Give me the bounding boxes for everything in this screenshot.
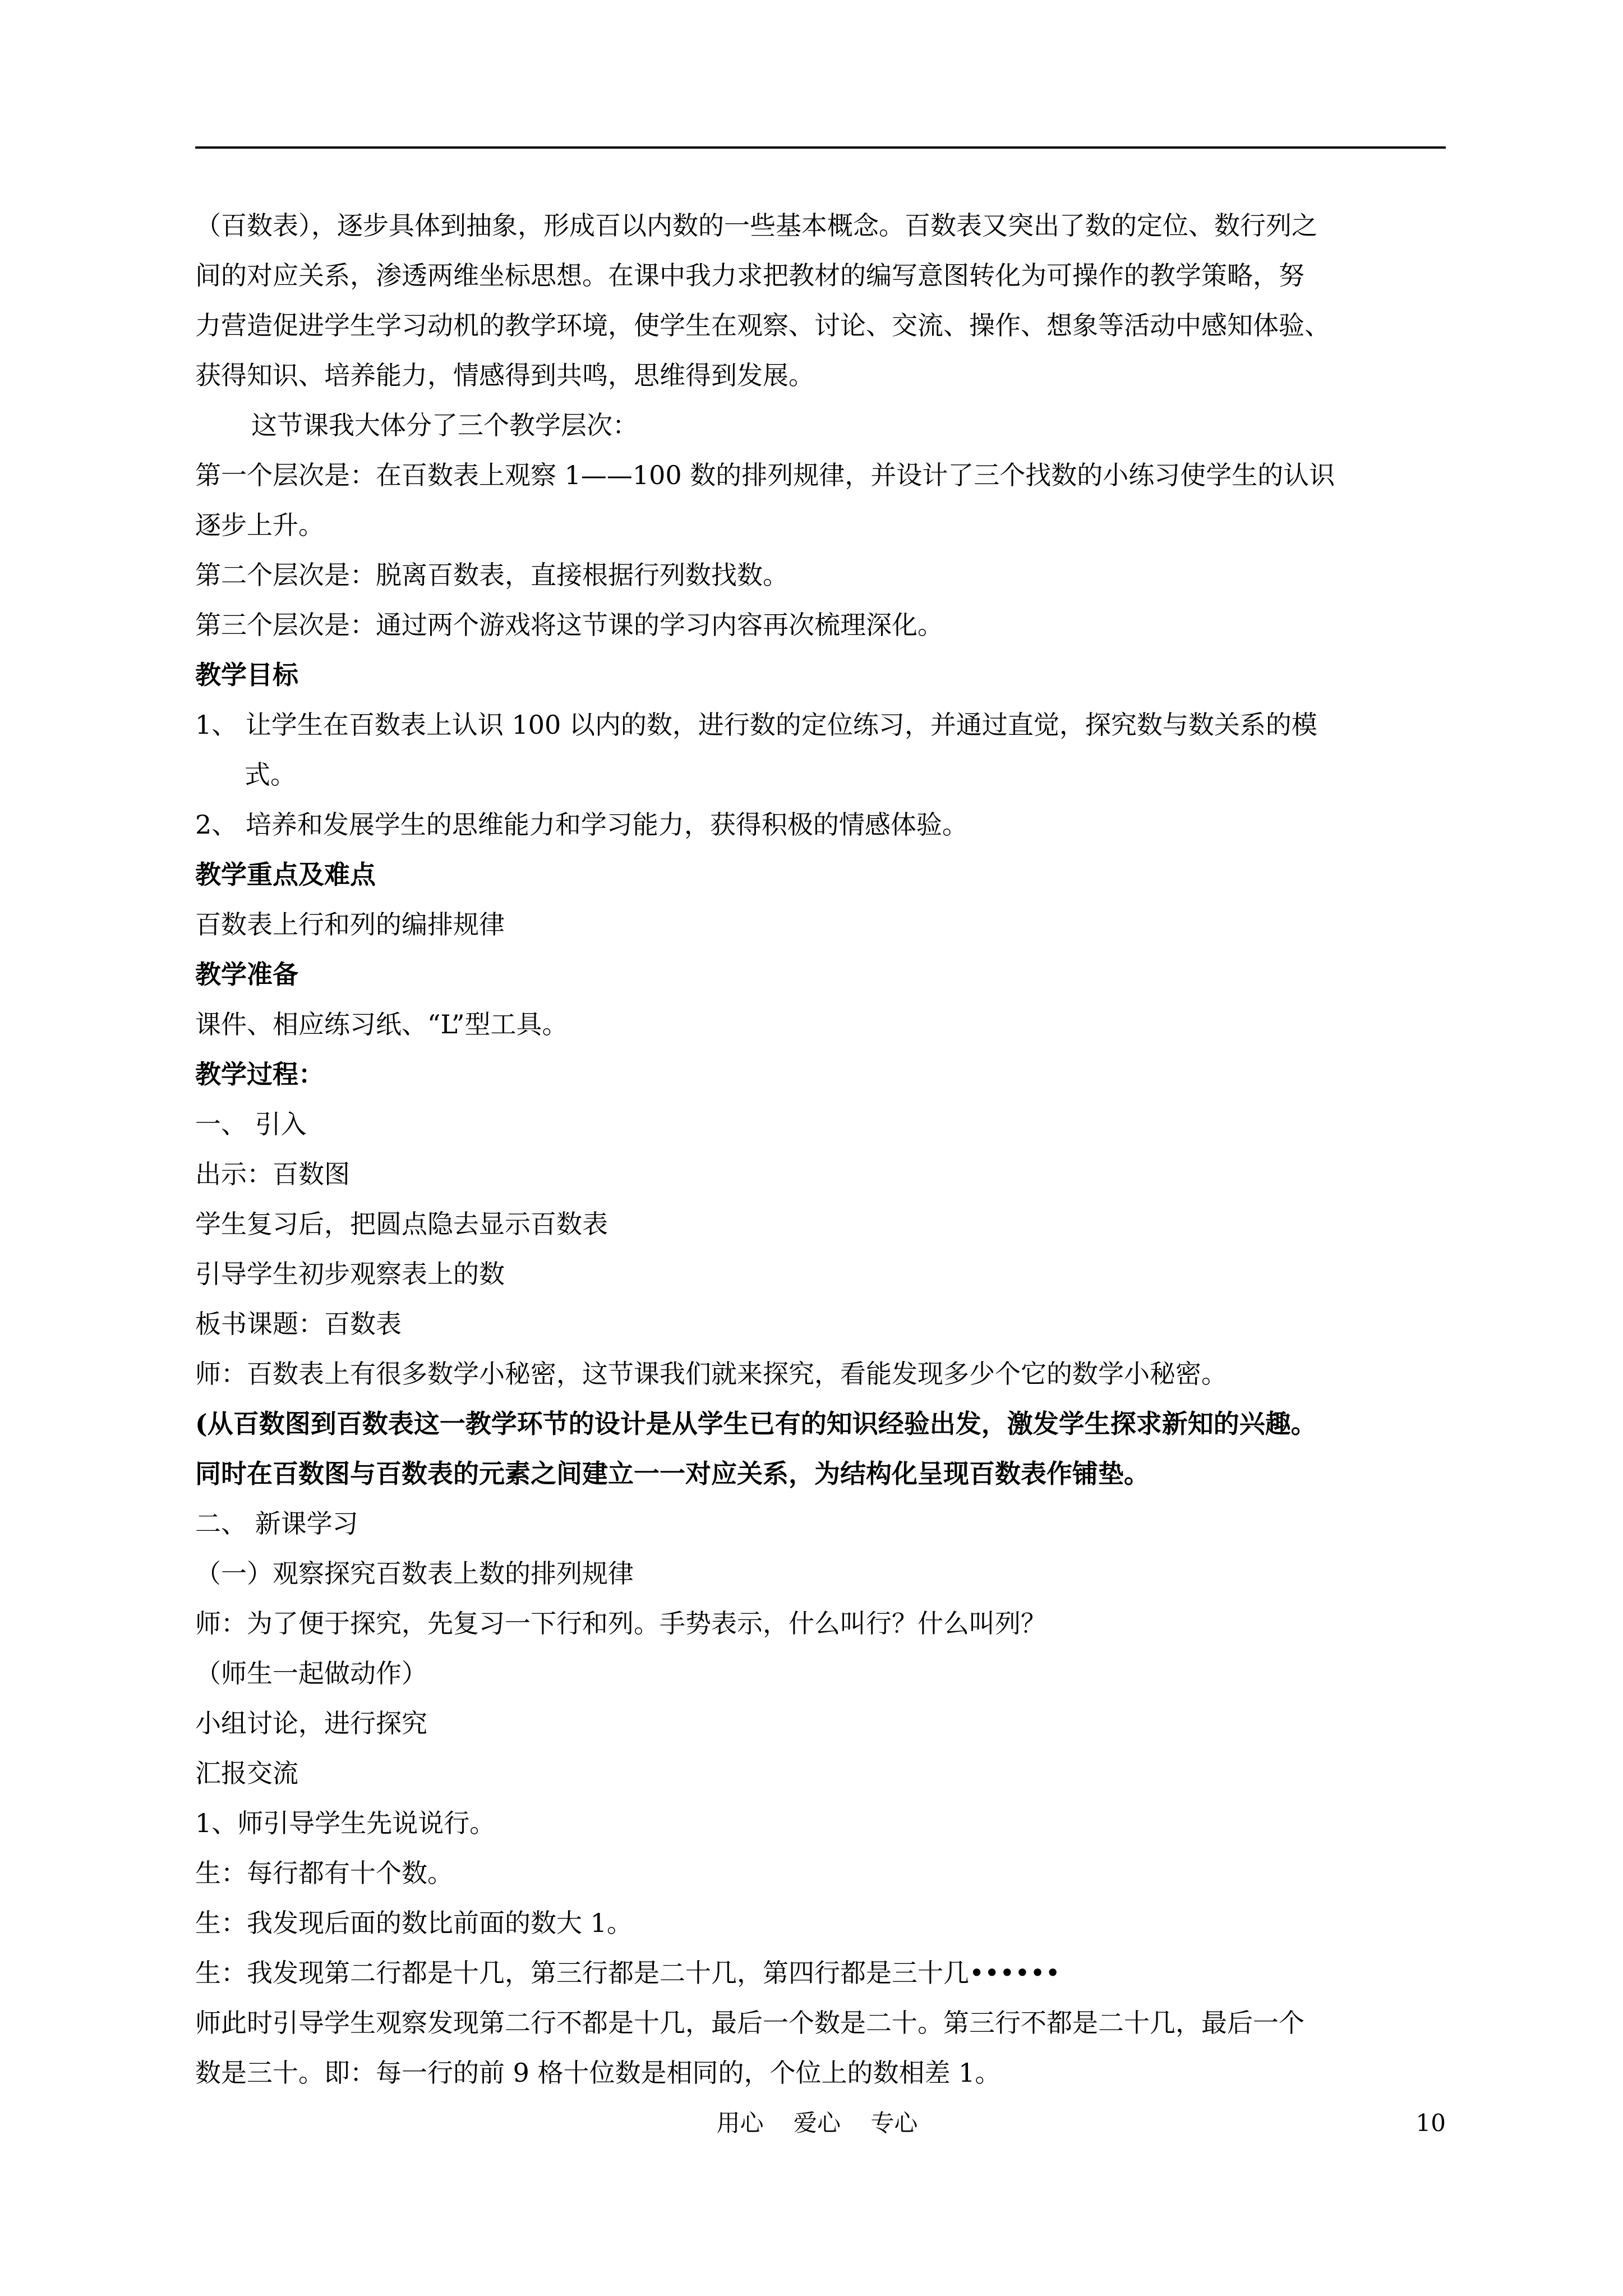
paragraph-line: （师生一起做动作） xyxy=(195,1658,427,1688)
header-rule xyxy=(195,146,1446,149)
paragraph-line: 板书课题：百数表 xyxy=(195,1309,402,1339)
section-heading-preparation: 教学准备 xyxy=(195,959,298,990)
paragraph-line: （一）观察探究百数表上数的排列规律 xyxy=(195,1558,634,1589)
paragraph-line: 第三个层次是：通过两个游戏将这节课的学习内容再次梳理深化。 xyxy=(195,610,943,640)
commentary-line: (从百数图到百数表这一教学环节的设计是从学生已有的知识经验出发，激发学生探求新知的兴趣。 xyxy=(195,1409,1317,1439)
paragraph-line: 数是三十。即：每一行的前 9 格十位数是相同的，个位上的数相差 1。 xyxy=(195,2058,1001,2088)
paragraph-line: 小组讨论，进行探究 xyxy=(195,1708,427,1738)
footer-motto: 用心 爱心 专心 xyxy=(716,2109,918,2137)
paragraph-line: 1、师引导学生先说说行。 xyxy=(195,1808,496,1838)
paragraph-line: （百数表），逐步具体到抽象，形成百以内数的一些基本概念。百数表又突出了数的定位、数行列之 xyxy=(195,210,1317,241)
paragraph-line: 百数表上行和列的编排规律 xyxy=(195,909,505,940)
document-body xyxy=(195,201,1446,2098)
paragraph-line: 第一个层次是：在百数表上观察 1——100 数的排列规律，并设计了三个找数的小练习使学生的认识 xyxy=(195,460,1335,490)
list-item: 2、 培养和发展学生的思维能力和学习能力，获得积极的情感体验。 xyxy=(195,809,968,840)
commentary-line: 同时在百数图与百数表的元素之间建立一一对应关系，为结构化呈现百数表作铺垫。 xyxy=(195,1458,1150,1489)
paragraph-line: 生：每行都有十个数。 xyxy=(195,1858,453,1888)
section-heading-key-points: 教学重点及难点 xyxy=(195,859,376,890)
paragraph-line: 汇报交流 xyxy=(195,1758,298,1788)
paragraph-line: 生：我发现第二行都是十几，第三行都是二十几，第四行都是三十几•••••• xyxy=(195,1958,1061,1988)
paragraph-line: 第二个层次是：脱离百数表，直接根据行列数找数。 xyxy=(195,560,789,590)
paragraph-line: 这节课我大体分了三个教学层次： xyxy=(251,410,638,440)
paragraph-line: 课件、相应练习纸、“L”型工具。 xyxy=(195,1009,568,1039)
paragraph-line: 间的对应关系，渗透两维坐标思想。在课中我力求把教材的编写意图转化为可操作的教学策略，努 xyxy=(195,260,1304,291)
paragraph-line: 师：为了便于探究，先复习一下行和列。手势表示，什么叫行？什么叫列？ xyxy=(195,1608,1046,1639)
page-number: 10 xyxy=(1415,2109,1446,2137)
paragraph-line: 引导学生初步观察表上的数 xyxy=(195,1259,505,1289)
section-heading-objectives: 教学目标 xyxy=(195,660,298,690)
paragraph-line: 出示：百数图 xyxy=(195,1159,350,1189)
paragraph-line: 二、 新课学习 xyxy=(195,1508,358,1539)
paragraph-line: 学生复习后，把圆点隐去显示百数表 xyxy=(195,1209,608,1239)
list-item: 1、 让学生在百数表上认识 100 以内的数，进行数的定位练习，并通过直觉，探究数与数关系的模 xyxy=(195,710,1317,740)
paragraph-line: 生：我发现后面的数比前面的数大 1。 xyxy=(195,1908,633,1938)
paragraph-line: 师：百数表上有很多数学小秘密，这节课我们就来探究，看能发现多少个它的数学小秘密。 xyxy=(195,1359,1227,1389)
paragraph-line: 逐步上升。 xyxy=(195,510,324,540)
paragraph-line: 师此时引导学生观察发现第二行不都是十几，最后一个数是二十。第三行不都是二十几，最后一个 xyxy=(195,2008,1304,2038)
paragraph-line: 力营造促进学生学习动机的教学环境，使学生在观察、讨论、交流、操作、想象等活动中感知体验、 xyxy=(195,310,1330,341)
paragraph-line: 获得知识、培养能力，情感得到共鸣，思维得到发展。 xyxy=(195,360,814,390)
paragraph-line: 一、 引入 xyxy=(195,1109,307,1139)
section-heading-process: 教学过程： xyxy=(195,1059,324,1089)
list-item-continuation: 式。 xyxy=(245,760,296,790)
